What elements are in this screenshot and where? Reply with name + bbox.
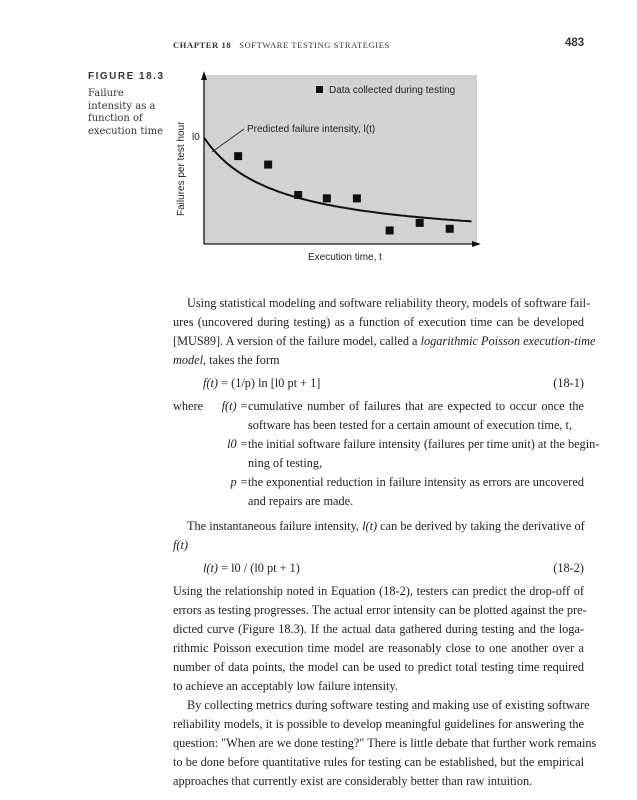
definition-line: software has been tested for a certain amount of execution time, t, bbox=[248, 418, 573, 432]
paragraph-line: rithmic Poisson execution time model are reasonably close to one another over a bbox=[173, 641, 584, 655]
data-point bbox=[416, 219, 424, 227]
text: can be derived by taking the derivative of bbox=[377, 519, 585, 533]
definition-symbol: l0 = bbox=[227, 437, 248, 451]
figure-caption: Failure intensity as a function of execution time bbox=[88, 88, 163, 137]
text: [MUS89]. A version of the failure model, called a bbox=[173, 334, 421, 348]
eq-lhs: f(t) bbox=[203, 376, 219, 390]
equation-18-1 bbox=[173, 374, 584, 393]
definition bbox=[173, 397, 584, 416]
definition-symbol: p = bbox=[230, 475, 248, 489]
definition-symbol: f(t) = bbox=[221, 399, 248, 413]
paragraph-line: approaches that currently exist are considerably better than raw intuition. bbox=[173, 774, 533, 788]
paragraph-line: reliability models, it is possible to develop meaningful guidelines for answering the bbox=[173, 717, 584, 731]
paragraph-line: dicted curve (Figure 18.3). If the actual data gathered during testing and the loga- bbox=[173, 622, 584, 636]
failure-intensity-chart bbox=[170, 66, 490, 266]
chapter-number: CHAPTER 18 bbox=[173, 40, 232, 50]
model-name: model, bbox=[173, 353, 207, 367]
paragraph-line: to achieve an acceptably low failure intensity. bbox=[173, 679, 398, 693]
model-name: logarithmic Poisson execution-time bbox=[420, 334, 596, 348]
y-axis-label: Failures per test hour bbox=[176, 121, 187, 216]
paragraph-line: Using statistical modeling and software reliability theory, models of software fail- bbox=[187, 296, 591, 310]
paragraph bbox=[173, 696, 597, 791]
legend-label: Data collected during testing bbox=[329, 85, 456, 96]
text: takes the form bbox=[206, 353, 280, 367]
equation-18-2 bbox=[173, 559, 584, 578]
paragraph-line: Using the relationship noted in Equation (18-2), testers can predict the drop-off of bbox=[173, 584, 584, 598]
paragraph-line: question: "When are we done testing?" There is little debate that further work remains bbox=[173, 736, 597, 750]
text: The instantaneous failure intensity, bbox=[187, 519, 363, 533]
definition-line: and repairs are made. bbox=[248, 494, 354, 508]
data-point bbox=[353, 194, 361, 202]
body-text bbox=[173, 294, 600, 791]
paragraph bbox=[173, 582, 587, 696]
definition-line: the exponential reduction in failure intensity as errors are uncovered bbox=[248, 475, 584, 489]
paragraph-line bbox=[173, 351, 584, 370]
equation-number: (18-1) bbox=[553, 376, 584, 390]
definition-line: ning of testing, bbox=[248, 456, 323, 470]
eq-rhs: = (1/p) ln [l0 pt + 1] bbox=[218, 376, 321, 390]
paragraph-line bbox=[173, 536, 584, 555]
definition bbox=[173, 473, 584, 492]
definition-line: the initial software failure intensity (failures per time unit) at the begin- bbox=[248, 437, 600, 451]
paragraph-line: to be done before quantitative rules for testing can be established, but the empirical bbox=[173, 755, 584, 769]
data-point bbox=[264, 161, 272, 169]
eq-rhs: = l0 / (l0 pt + 1) bbox=[218, 561, 300, 575]
paragraph-line: ures (uncovered during testing) as a function of execution time can be developed bbox=[173, 315, 584, 329]
equation-number: (18-2) bbox=[553, 561, 584, 575]
data-point bbox=[294, 191, 302, 199]
legend-square-icon bbox=[316, 86, 323, 93]
figure-label: FIGURE 18.3 bbox=[88, 71, 165, 82]
data-point bbox=[323, 194, 331, 202]
y-tick-l0: l0 bbox=[192, 132, 200, 143]
where-label: where bbox=[173, 399, 204, 413]
definitions bbox=[173, 397, 600, 511]
paragraph-line bbox=[173, 517, 584, 536]
running-header bbox=[173, 40, 390, 50]
symbol: f(t) bbox=[173, 538, 189, 552]
definition-line: cumulative number of failures that are expected to occur once the bbox=[248, 399, 584, 413]
paragraph-line: By collecting metrics during software testing and making use of existing software bbox=[187, 698, 590, 712]
eq-lhs: l(t) bbox=[203, 561, 219, 575]
data-point bbox=[446, 225, 454, 233]
paragraph-line: errors as testing progresses. The actual error intensity can be plotted against the pre- bbox=[173, 603, 587, 617]
symbol: l(t) bbox=[362, 519, 378, 533]
x-axis-label: Execution time, t bbox=[308, 252, 382, 263]
chapter-title: SOFTWARE TESTING STRATEGIES bbox=[239, 40, 390, 50]
paragraph-line bbox=[173, 332, 596, 351]
data-point bbox=[234, 152, 242, 160]
definition bbox=[173, 435, 600, 454]
paragraph-line: number of data points, the model can be used to predict total testing time required bbox=[173, 660, 584, 674]
page-number: 483 bbox=[565, 37, 585, 49]
data-point bbox=[386, 226, 394, 234]
curve-label: Predicted failure intensity, l(t) bbox=[247, 124, 376, 135]
